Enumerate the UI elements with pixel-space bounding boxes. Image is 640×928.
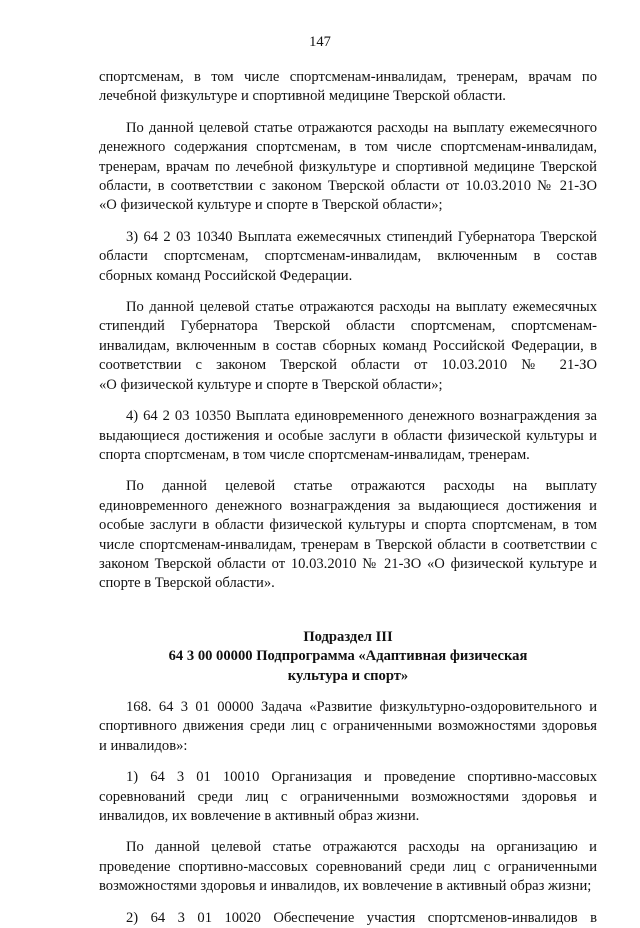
heading-line-subprogram-cont: культура и спорт» [287,667,409,684]
text-line: соответствии с законом Тверской области от 10.03.2010 № 21-ЗО [99,357,597,374]
document-body [99,68,597,928]
text-line: 168. 64 3 01 00000 Задача «Развитие физкультурно-оздоровительного и [126,698,597,715]
text-line: По данной целевой статье отражаются расходы на выплату [126,478,597,495]
text-line: По данной целевой статье отражаются расходы на организацию и [126,839,597,856]
text-line: соревнований среди лиц с ограниченными возможностями здоровья и [99,788,597,805]
paragraph-expenses-reward [99,477,597,593]
text-line: проведение спортивно-массовых соревнований среди лиц с ограниченными [99,858,597,875]
paragraph-expenses-competitions [99,838,597,896]
text-line: 2) 64 3 01 10020 Обеспечение участия спортсменов-инвалидов в [126,909,597,926]
text-line: возможностями здоровья и инвалидов, их вовлечение в активный образ жизни; [99,878,592,895]
text-line: тренерам, врачам по лечебной физкультуре и спортивной медицине Тверской [99,158,597,175]
page-number: 147 [309,34,331,50]
text-line: «О физической культуре и спорте в Тверской области»; [99,197,443,214]
section-heading [99,628,597,686]
text-line: области, в соответствии с законом Тверской области от 10.03.2010 № 21-ЗО [99,178,597,195]
text-line: и инвалидов»: [99,737,188,754]
text-line: 3) 64 2 03 10340 Выплата ежемесячных стипендий Губернатора Тверской [126,228,597,245]
text-line: спортсменам, в том числе спортсменам-инвалидам, тренерам, врачам по [99,69,597,85]
paragraph-item-168 [99,698,597,756]
paragraph-item-1 [99,768,597,826]
text-line: особые заслуги в области физической культуры и спорта спортсменам, в том [99,517,597,534]
text-line: спорта спортсменам, в том числе спортсменам-инвалидам, тренерам. [99,446,530,463]
text-line: спортивного движения среди лиц с ограниченными возможностями здоровья [99,718,597,735]
paragraph-continuation [99,68,597,107]
paragraph-item-4 [99,407,597,465]
text-line: «О физической культуре и спорте в Тверской области»; [99,376,443,393]
text-line: спорте в Тверской области». [99,575,275,592]
heading-line-subsection: Подраздел III [303,628,393,645]
text-line: сборных команд Российской Федерации. [99,267,353,284]
heading-line-subprogram: 64 3 00 00000 Подпрограмма «Адаптивная физическая [168,648,528,665]
text-line: денежного содержания спортсменам, в том числе спортсменам-инвалидам, [99,139,597,156]
text-line: единовременного денежного вознаграждения за выдающиеся достижения и [99,497,597,514]
paragraph-expenses-stipends [99,298,597,395]
text-line: выдающиеся достижения и особые заслуги в области физической культуры и [99,427,597,444]
text-line: 4) 64 2 03 10350 Выплата единовременного денежного вознаграждения за [126,408,597,425]
text-line: По данной целевой статье отражаются расходы на выплату ежемесячного [126,119,597,136]
paragraph-item-2 [99,909,597,928]
text-line: По данной целевой статье отражаются расходы на выплату ежемесячных [126,299,597,316]
text-line: инвалидов, их вовлечение в активный образ жизни. [99,808,420,824]
text-line: лечебной физкультуре и спортивной медицине Тверской области. [99,88,506,105]
text-line: области спортсменам, спортсменам-инвалидам, включенным в состав [99,248,597,265]
text-line: числе спортсменам-инвалидам, тренерам в Тверской области в соответствии с [99,536,597,553]
text-line: инвалидам, включенным в состав сборных команд Российской Федерации, в [99,337,597,354]
text-line: 1) 64 3 01 10010 Организация и проведение спортивно-массовых [126,769,597,786]
paragraph-expenses-monthly-salary [99,119,597,216]
text-line: стипендий Губернатора Тверской области спортсменам, спортсменам- [99,318,597,335]
paragraph-item-3 [99,228,597,286]
text-line: законом Тверской области от 10.03.2010 № 21-ЗО «О физической культуре и [99,555,597,572]
